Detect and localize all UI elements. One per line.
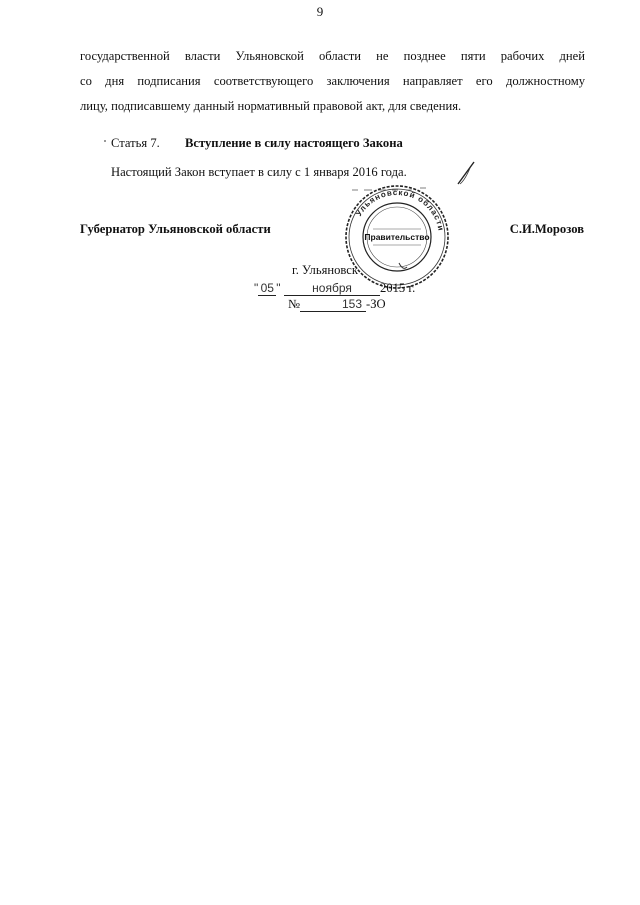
scan-dot [104,140,106,142]
page-number: 9 [316,4,324,19]
date-day: 05 [258,282,276,296]
article-text: Настоящий Закон вступает в силу с 1 января 2016 года. [111,165,407,179]
article-number: Статья 7. [111,136,160,150]
law-number: 153 [300,298,366,312]
paragraph-line: государственной власти Ульяновской области не позднее пяти рабочих дней [80,49,585,63]
article-title: Вступление в силу настоящего Закона [185,136,403,150]
governor-title: Губернатор Ульяновской области [80,222,271,236]
city: г. Ульяновск [292,263,358,277]
official-seal-icon [343,183,451,291]
date-year: 2015 г. [380,281,416,295]
svg-text:Правительство: Правительство [364,232,430,242]
law-number-suffix: -ЗО [366,297,386,311]
body-paragraph [80,44,585,119]
date-month: ноября [284,282,380,296]
governor-name: С.И.Морозов [509,222,584,236]
date-line: " 05 " ноября 2015 г. [254,281,416,295]
paragraph-line: лицу, подписавшему данный нормативный правовой акт, для сведения. [80,99,462,113]
number-sign: № [288,297,301,311]
law-number-line [288,297,386,312]
paragraph-line: со дня подписания соответствующего заключения направляет его должностному [80,74,585,88]
svg-text:Ульяновской области: Ульяновской области [354,187,446,233]
